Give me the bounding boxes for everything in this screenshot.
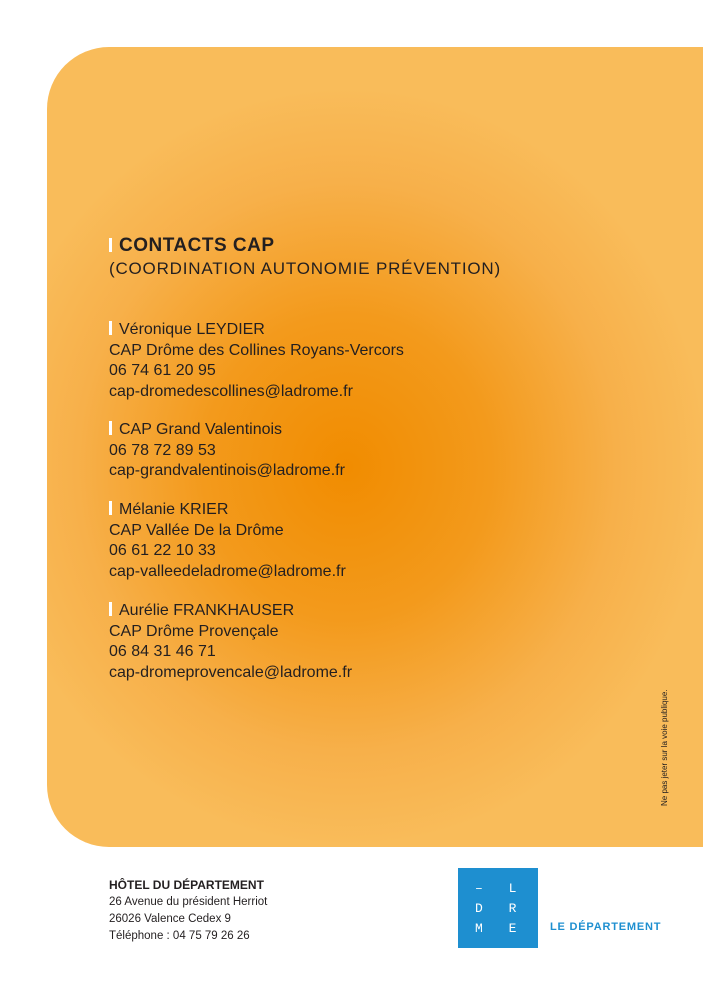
logo-row: M E – — [475, 921, 560, 936]
contacts-header — [109, 235, 501, 280]
contact-email[interactable]: cap-dromedescollines@ladrome.fr — [109, 382, 353, 400]
contact-block — [109, 601, 352, 683]
logo-row: – L A — [475, 881, 560, 896]
contact-cap: CAP Vallée De la Drôme — [109, 521, 284, 539]
contact-block — [109, 320, 404, 402]
side-note: Ne pas jeter sur la voie publique. — [660, 689, 669, 806]
contact-name-text: CAP Grand Valentinois — [119, 421, 283, 438]
address-city: 26026 Valence Cedex 9 — [109, 913, 231, 925]
contact-block — [109, 420, 345, 482]
contact-name — [109, 320, 404, 341]
contact-phone: 06 61 22 10 33 — [109, 542, 216, 559]
page-subtitle: (COORDINATION AUTONOMIE PRÉVENTION) — [109, 259, 501, 278]
accent-bar — [109, 321, 112, 335]
contact-email[interactable]: cap-valleedeladrome@ladrome.fr — [109, 562, 346, 580]
contact-cap: CAP Drôme des Collines Royans-Vercors — [109, 341, 404, 359]
contact-email[interactable]: cap-dromeprovencale@ladrome.fr — [109, 663, 353, 681]
contact-phone: 06 74 61 20 95 — [109, 362, 216, 379]
accent-bar — [109, 501, 112, 515]
contact-phone: 06 84 31 46 71 — [109, 643, 216, 660]
contact-block — [109, 500, 346, 582]
contact-cap: CAP Drôme Provençale — [109, 622, 279, 640]
page-title — [109, 235, 501, 257]
la-drome-logo — [458, 868, 560, 948]
contact-email[interactable]: cap-grandvalentinois@ladrome.fr — [109, 462, 345, 479]
address-title: HÔTEL DU DÉPARTEMENT — [109, 878, 264, 892]
contact-name — [109, 601, 352, 622]
contact-phone: 06 78 72 89 53 — [109, 441, 216, 459]
accent-bar — [109, 238, 112, 252]
accent-bar — [109, 421, 112, 435]
address-phone: Téléphone : 04 75 79 26 26 — [109, 930, 250, 942]
contact-name-text: Aurélie FRANKHAUSER — [119, 602, 295, 619]
logo-caption: LE DÉPARTEMENT — [550, 921, 662, 933]
title-text: CONTACTS CAP — [119, 235, 275, 256]
address-street: 26 Avenue du président Herriot — [109, 896, 268, 908]
contact-name — [109, 420, 345, 441]
logo-row: D R O — [475, 901, 560, 916]
contact-name — [109, 500, 346, 521]
accent-bar — [109, 602, 112, 616]
address-block — [109, 877, 267, 945]
contact-name-text: Mélanie KRIER — [119, 501, 229, 518]
contact-name-text: Véronique LEYDIER — [119, 321, 265, 338]
